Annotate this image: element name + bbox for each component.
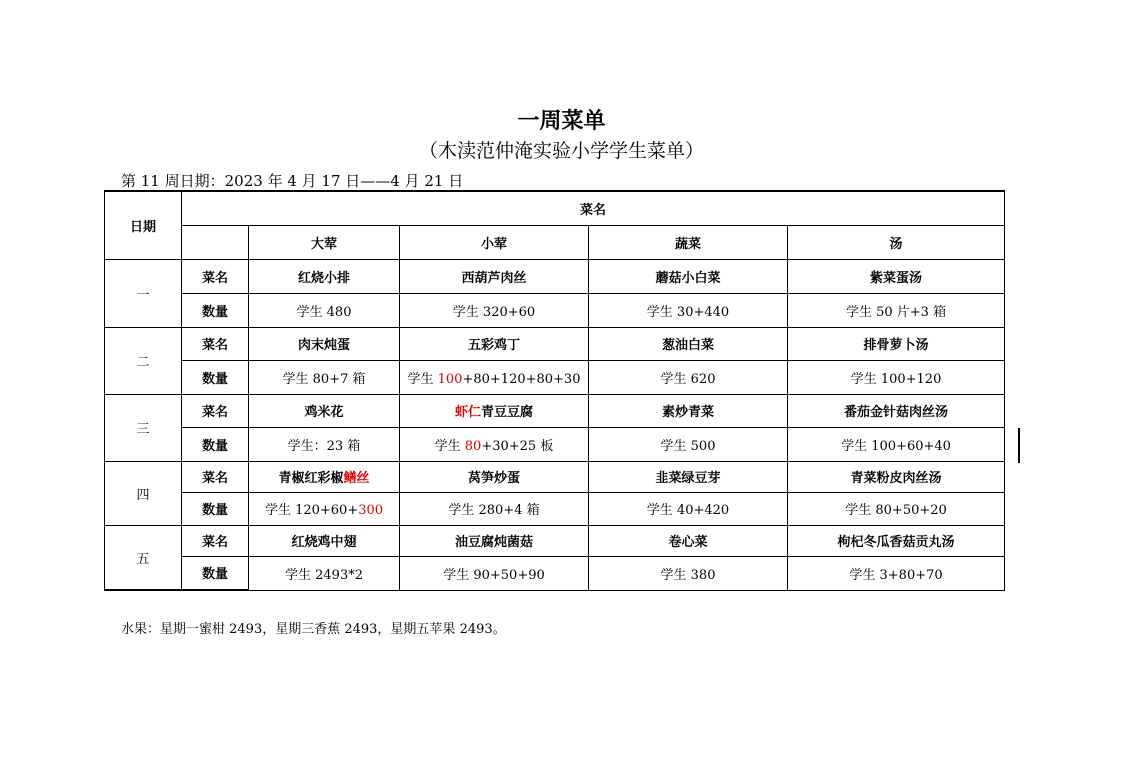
quantity-cell: 学生 100+120: [788, 360, 1005, 394]
quantity-cell: 学生 50 片+3 箱: [788, 293, 1005, 327]
dish-row: [105, 461, 1005, 492]
quantity-cell: [249, 492, 400, 525]
dish-cell: 葱油白菜: [589, 327, 788, 360]
quantity-text: +80+120+80+30: [462, 371, 581, 387]
highlighted-text: 鳝丝: [343, 471, 370, 486]
quantity-cell: 学生 480: [249, 293, 400, 327]
dish-row: [105, 525, 1005, 556]
dish-cell: 青菜粉皮肉丝汤: [788, 461, 1005, 492]
row-label-dish: 菜名: [182, 525, 249, 556]
quantity-cell: 学生 40+420: [589, 492, 788, 525]
dish-text: 青椒红彩椒: [278, 471, 344, 486]
quantity-cell: 学生 80+50+20: [788, 492, 1005, 525]
row-label-quantity: 数量: [182, 556, 249, 590]
column-header-vegetable: 蔬菜: [589, 225, 788, 259]
dish-cell: 蘑菇小白菜: [589, 259, 788, 293]
dish-text: 青豆豆腐: [481, 405, 534, 420]
day-label: 三: [105, 394, 182, 461]
highlighted-number: 80: [464, 438, 482, 454]
dish-cell: 肉末炖蛋: [249, 327, 400, 360]
dish-cell: 韭菜绿豆芽: [589, 461, 788, 492]
day-label: 四: [105, 461, 182, 525]
dish-cell: 红烧鸡中翅: [249, 525, 400, 556]
quantity-row: [105, 556, 1005, 590]
row-label-quantity: 数量: [182, 293, 249, 327]
week-date-line: 第 11 周日期：2023 年 4 月 17 日——4 月 21 日: [121, 172, 464, 190]
quantity-cell: 学生 90+50+90: [400, 556, 589, 590]
row-label-quantity: 数量: [182, 427, 249, 461]
row-label-dish: 菜名: [182, 394, 249, 427]
quantity-cell: 学生 80+7 箱: [249, 360, 400, 394]
quantity-cell: 学生 3+80+70: [788, 556, 1005, 590]
quantity-row: [105, 492, 1005, 525]
column-header-soup: 汤: [788, 225, 1005, 259]
fruit-note: 水果：星期一蜜柑 2493，星期三香蕉 2493，星期五苹果 2493。: [121, 622, 506, 637]
quantity-cell: 学生 620: [589, 360, 788, 394]
dish-cell: 番茄金针菇肉丝汤: [788, 394, 1005, 427]
dish-cell: 紫菜蛋汤: [788, 259, 1005, 293]
dish-cell: 鸡米花: [249, 394, 400, 427]
quantity-text: 学生: [434, 438, 465, 454]
row-label-quantity: 数量: [182, 360, 249, 394]
quantity-row: [105, 293, 1005, 327]
dish-cell: 莴笋炒蛋: [400, 461, 589, 492]
dish-row: [105, 327, 1005, 360]
day-label: 一: [105, 259, 182, 327]
row-label-dish: 菜名: [182, 327, 249, 360]
dish-row: [105, 394, 1005, 427]
quantity-cell: 学生 30+440: [589, 293, 788, 327]
quantity-row: [105, 427, 1005, 461]
quantity-cell: 学生 100+60+40: [788, 427, 1005, 461]
quantity-cell: 学生 320+60: [400, 293, 589, 327]
dish-cell: 红烧小排: [249, 259, 400, 293]
dish-cell: 枸杞冬瓜香菇贡丸汤: [788, 525, 1005, 556]
row-label-dish: 菜名: [182, 259, 249, 293]
column-header-light-meat: 小荤: [400, 225, 589, 259]
dish-group-header: 菜名: [182, 191, 1005, 225]
dish-cell: [400, 394, 589, 427]
quantity-row: [105, 360, 1005, 394]
column-header-meat: 大荤: [249, 225, 400, 259]
quantity-cell: 学生：23 箱: [249, 427, 400, 461]
dish-cell: 卷心菜: [589, 525, 788, 556]
quantity-cell: 学生 380: [589, 556, 788, 590]
row-label-quantity: 数量: [182, 492, 249, 525]
highlighted-number: 100: [437, 371, 463, 387]
page-title: 一周菜单: [517, 109, 606, 134]
dish-cell: 油豆腐炖菌菇: [400, 525, 589, 556]
dish-cell: 西葫芦肉丝: [400, 259, 589, 293]
quantity-cell: 学生 500: [589, 427, 788, 461]
page-subtitle: （木渎范仲淹实验小学学生菜单）: [418, 140, 704, 162]
highlighted-text: 虾仁: [454, 405, 481, 420]
quantity-text: 学生: [407, 371, 438, 387]
dish-cell: 五彩鸡丁: [400, 327, 589, 360]
quantity-cell: 学生 280+4 箱: [400, 492, 589, 525]
quantity-text: 学生 120+60+: [264, 503, 359, 518]
dish-cell: [249, 461, 400, 492]
weekly-menu-table: [104, 190, 1005, 591]
quantity-cell: [400, 427, 589, 461]
row-label-dish: 菜名: [182, 461, 249, 492]
quantity-text: +30+25 板: [481, 438, 554, 454]
quantity-cell: 学生 2493*2: [249, 556, 400, 590]
day-label: 二: [105, 327, 182, 394]
day-label: 五: [105, 525, 182, 590]
blank-header-cell: [182, 225, 249, 259]
highlighted-number: 300: [358, 503, 384, 518]
quantity-cell: [400, 360, 589, 394]
dish-row: [105, 259, 1005, 293]
dish-cell: 排骨萝卜汤: [788, 327, 1005, 360]
dish-cell: 素炒青菜: [589, 394, 788, 427]
date-header: 日期: [105, 191, 182, 259]
text-cursor: [1018, 428, 1020, 463]
